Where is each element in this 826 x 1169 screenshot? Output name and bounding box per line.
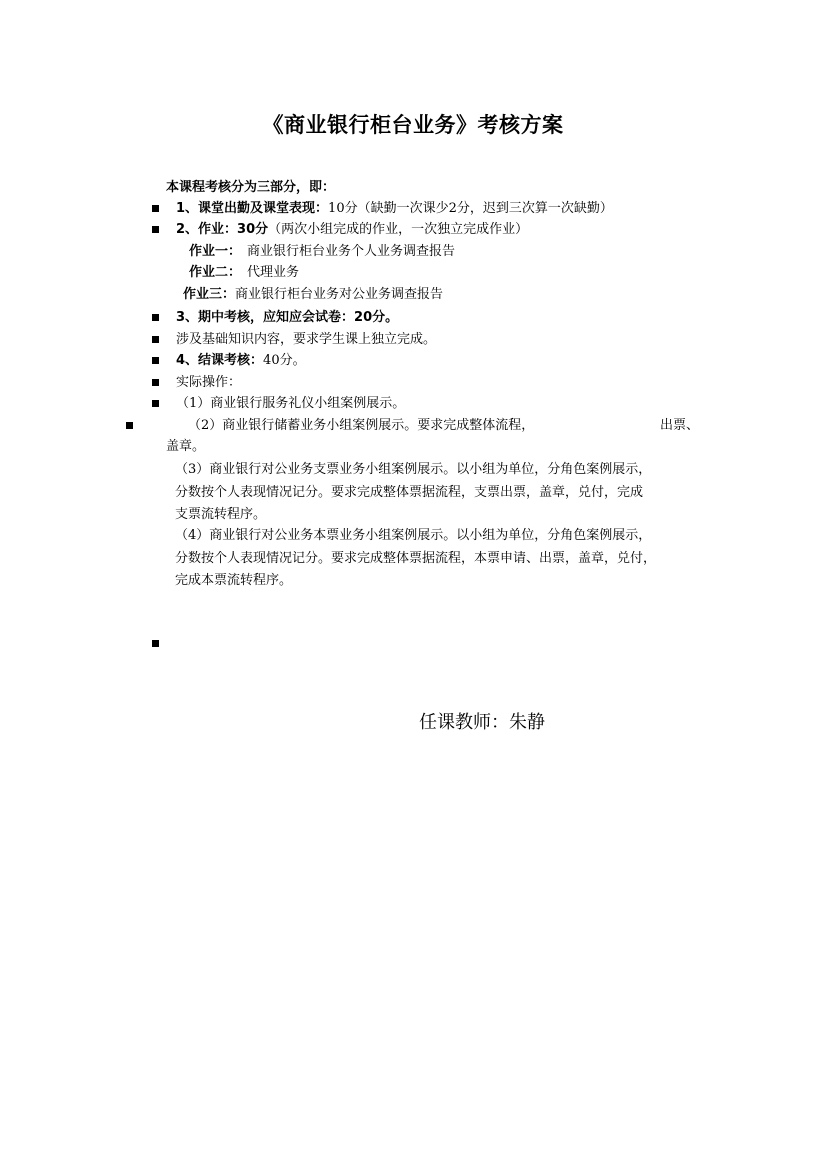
bullet-icon	[152, 640, 159, 647]
homework-1-label: 作业一：	[189, 244, 242, 259]
case-2-part-c: 盖章。	[166, 439, 206, 454]
case-4-line-2: 分数按个人表现情况记分。要求完成整体票据流程，本票申请、出票，盖章，兑付，	[175, 551, 657, 566]
attendance-text: 10分（缺勤一次课少2分，迟到三次算一次缺勤）	[328, 201, 613, 216]
list-item-homework	[176, 220, 528, 239]
list-item-final	[176, 351, 306, 370]
attendance-label: 1、课堂出勤及课堂表现：	[176, 201, 329, 216]
final-label: 4、结课考核：	[176, 353, 264, 368]
case-3-line-1: （3）商业银行对公业务支票业务小组案例展示。以小组为单位，分角色案例展示，	[175, 462, 652, 477]
intro-text: 本课程考核分为三部分，即：	[166, 180, 336, 195]
bullet-icon	[152, 205, 159, 212]
homework-2-label: 作业二：	[189, 265, 242, 280]
practice-label: 实际操作：	[176, 375, 242, 390]
homework-2-text: 代理业务	[247, 265, 300, 280]
homework-3-label: 作业三：	[183, 287, 236, 302]
bullet-icon	[152, 336, 159, 343]
case-2-part-a: （2）商业银行储蓄业务小组案例展示。要求完成整体流程，	[188, 418, 535, 433]
list-item-attendance	[176, 199, 613, 218]
teacher-signature: 任课教师：朱静	[419, 712, 545, 733]
homework-1	[189, 242, 455, 261]
bullet-icon	[152, 314, 159, 321]
case-1: （1）商业银行服务礼仪小组案例展示。	[176, 396, 406, 411]
homework-label: 2、作业：30分	[176, 222, 269, 237]
case-4-line-1: （4）商业银行对公业务本票业务小组案例展示。以小组为单位，分角色案例展示，	[175, 528, 652, 543]
list-item-midterm: 3、期中考核，应知应会试卷：20分。	[176, 310, 399, 325]
midterm-note: 涉及基础知识内容，要求学生课上独立完成。	[176, 332, 437, 347]
case-3-line-3: 支票流转程序。	[175, 507, 267, 522]
case-4-line-3: 完成本票流转程序。	[175, 573, 293, 588]
bullet-icon	[152, 357, 159, 364]
bullet-icon	[152, 226, 159, 233]
bullet-icon	[126, 422, 133, 429]
homework-3	[183, 285, 443, 304]
case-2-part-b: 出票、	[660, 418, 700, 433]
homework-1-text: 商业银行柜台业务个人业务调查报告	[247, 244, 456, 259]
homework-3-text: 商业银行柜台业务对公业务调查报告	[235, 287, 444, 302]
homework-2	[189, 263, 299, 282]
case-3-line-2: 分数按个人表现情况记分。要求完成整体票据流程，支票出票，盖章，兑付，完成	[175, 485, 644, 500]
final-text: 40分。	[263, 353, 306, 368]
document-title: 《商业银行柜台业务》考核方案	[262, 113, 564, 137]
bullet-icon	[152, 400, 159, 407]
bullet-icon	[152, 379, 159, 386]
homework-text: （两次小组完成的作业，一次独立完成作业）	[268, 222, 529, 237]
